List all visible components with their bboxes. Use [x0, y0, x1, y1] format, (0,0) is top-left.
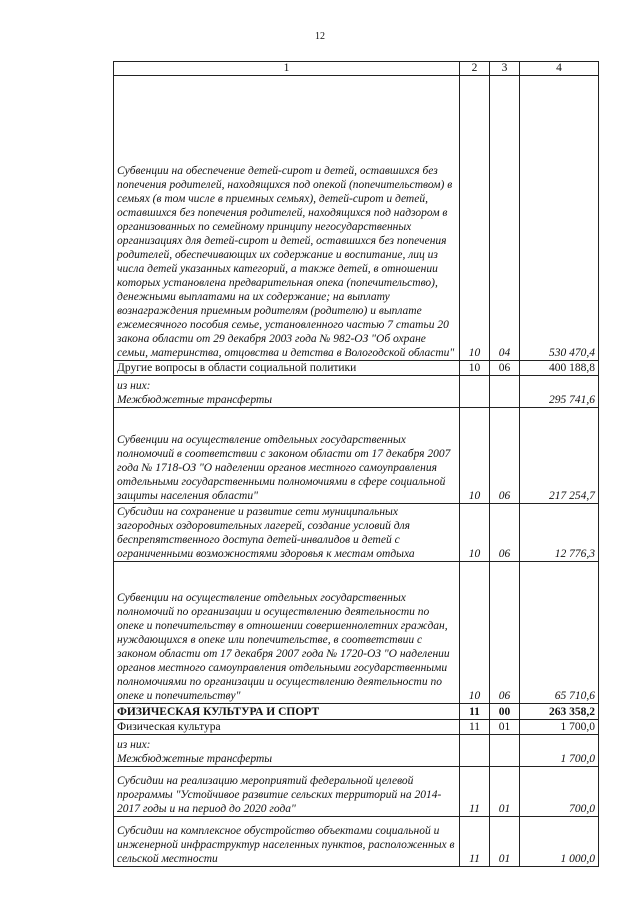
- row-subsection: 01: [490, 720, 520, 735]
- row-name: Субсидии на комплексное обустройство объектами социальной и инженерной инфраструктур населенных пунктов, расположенных в сельской местности: [114, 817, 460, 867]
- budget-table: [113, 61, 599, 867]
- row-amount: 217 254,7: [520, 408, 599, 504]
- table-row: [114, 76, 599, 361]
- row-amount: 263 358,2: [520, 704, 599, 720]
- row-section: 11: [460, 704, 490, 720]
- row-name: из них: Межбюджетные трансферты: [114, 376, 460, 408]
- table-row: [114, 767, 599, 817]
- row-subsection: 06: [490, 361, 520, 376]
- row-amount: 1 700,0: [520, 735, 599, 767]
- row-section: 10: [460, 361, 490, 376]
- table-row: [114, 361, 599, 376]
- row-amount: 530 470,4: [520, 76, 599, 361]
- row-subsection: 06: [490, 504, 520, 562]
- row-section: [460, 376, 490, 408]
- row-amount: 65 710,6: [520, 562, 599, 704]
- table-row: [114, 704, 599, 720]
- row-name: Субсидии на сохранение и развитие сети муниципальных загородных оздоровительных лагерей, создание условий для беспрепятственного доступа детей-инвалидов и детей с ограниченными возможностями здоровья к местам отдыха: [114, 504, 460, 562]
- table-row: [114, 504, 599, 562]
- row-subsection: 01: [490, 767, 520, 817]
- row-name: Субсидии на реализацию мероприятий федеральной целевой программы "Устойчивое развитие сельских территорий на 2014-2017 годы и на период до 2020 года": [114, 767, 460, 817]
- table-row: [114, 817, 599, 867]
- row-name: из них: Межбюджетные трансферты: [114, 735, 460, 767]
- row-subsection: 00: [490, 704, 520, 720]
- row-name: Субвенции на осуществление отдельных государственных полномочий в соответствии с законом области от 17 декабря 2007 года № 1718-ОЗ "О наделении органов местного самоуправления отдельными государственными полномочиями в сфере социальной защиты населения области": [114, 408, 460, 504]
- table-row: [114, 562, 599, 704]
- row-section: 10: [460, 562, 490, 704]
- row-section: 10: [460, 504, 490, 562]
- row-subsection: [490, 735, 520, 767]
- row-subsection: 04: [490, 76, 520, 361]
- row-subsection: [490, 376, 520, 408]
- row-name: Физическая культура: [114, 720, 460, 735]
- row-section: 11: [460, 817, 490, 867]
- table-header-row: [114, 62, 599, 76]
- table-row: [114, 408, 599, 504]
- table-row: [114, 376, 599, 408]
- row-amount: 400 188,8: [520, 361, 599, 376]
- row-amount: 1 700,0: [520, 720, 599, 735]
- row-subsection: 06: [490, 562, 520, 704]
- row-section: 10: [460, 76, 490, 361]
- page-number: 12: [315, 31, 325, 42]
- header-col-1: 1: [114, 62, 460, 76]
- row-name: ФИЗИЧЕСКАЯ КУЛЬТУРА И СПОРТ: [114, 704, 460, 720]
- row-section: 10: [460, 408, 490, 504]
- row-name: Другие вопросы в области социальной политики: [114, 361, 460, 376]
- row-subsection: 06: [490, 408, 520, 504]
- row-section: 11: [460, 720, 490, 735]
- row-name: Субвенции на осуществление отдельных государственных полномочий по организации и осуществлению деятельности по опеке и попечительству в отношении совершеннолетних граждан, нуждающихся в опеке или попечительстве, в соответствии с законом области от 17 декабря 2007 года № 1720-ОЗ "О наделении органов местного самоуправления отдельными государственными полномочиями по организации и осуществлению деятельности по опеке и попечительству": [114, 562, 460, 704]
- row-amount: 295 741,6: [520, 376, 599, 408]
- table-row: [114, 720, 599, 735]
- row-subsection: 01: [490, 817, 520, 867]
- row-amount: 1 000,0: [520, 817, 599, 867]
- row-amount: 700,0: [520, 767, 599, 817]
- header-col-3: 3: [490, 62, 520, 76]
- row-amount: 12 776,3: [520, 504, 599, 562]
- row-section: 11: [460, 767, 490, 817]
- row-section: [460, 735, 490, 767]
- header-col-2: 2: [460, 62, 490, 76]
- table-row: [114, 735, 599, 767]
- row-name: Субвенции на обеспечение детей-сирот и детей, оставшихся без попечения родителей, находящихся под опекой (попечительством) в семьях (в том числе в приемных семьях), детей-сирот и детей, оставшихся без попечения родителей, находящихся под надзором в организованных по семейному принципу негосударственных организациях для детей-сирот и детей, оставшихся без попечения родителей, обеспечивающих их содержание и воспитание, лиц из числа детей указанных категорий, а также детей, в отношении которых установлена предварительная опека (попечительство), денежными выплатами на их содержание; на выплату вознаграждения приемным родителям (родителю) и выплате ежемесячного пособия семье, установленного частью 7 статьи 20 закона области от 29 декабря 2003 года № 982-ОЗ "Об охране семьи, материнства, отцовства и детства в Вологодской области": [114, 76, 460, 361]
- header-col-4: 4: [520, 62, 599, 76]
